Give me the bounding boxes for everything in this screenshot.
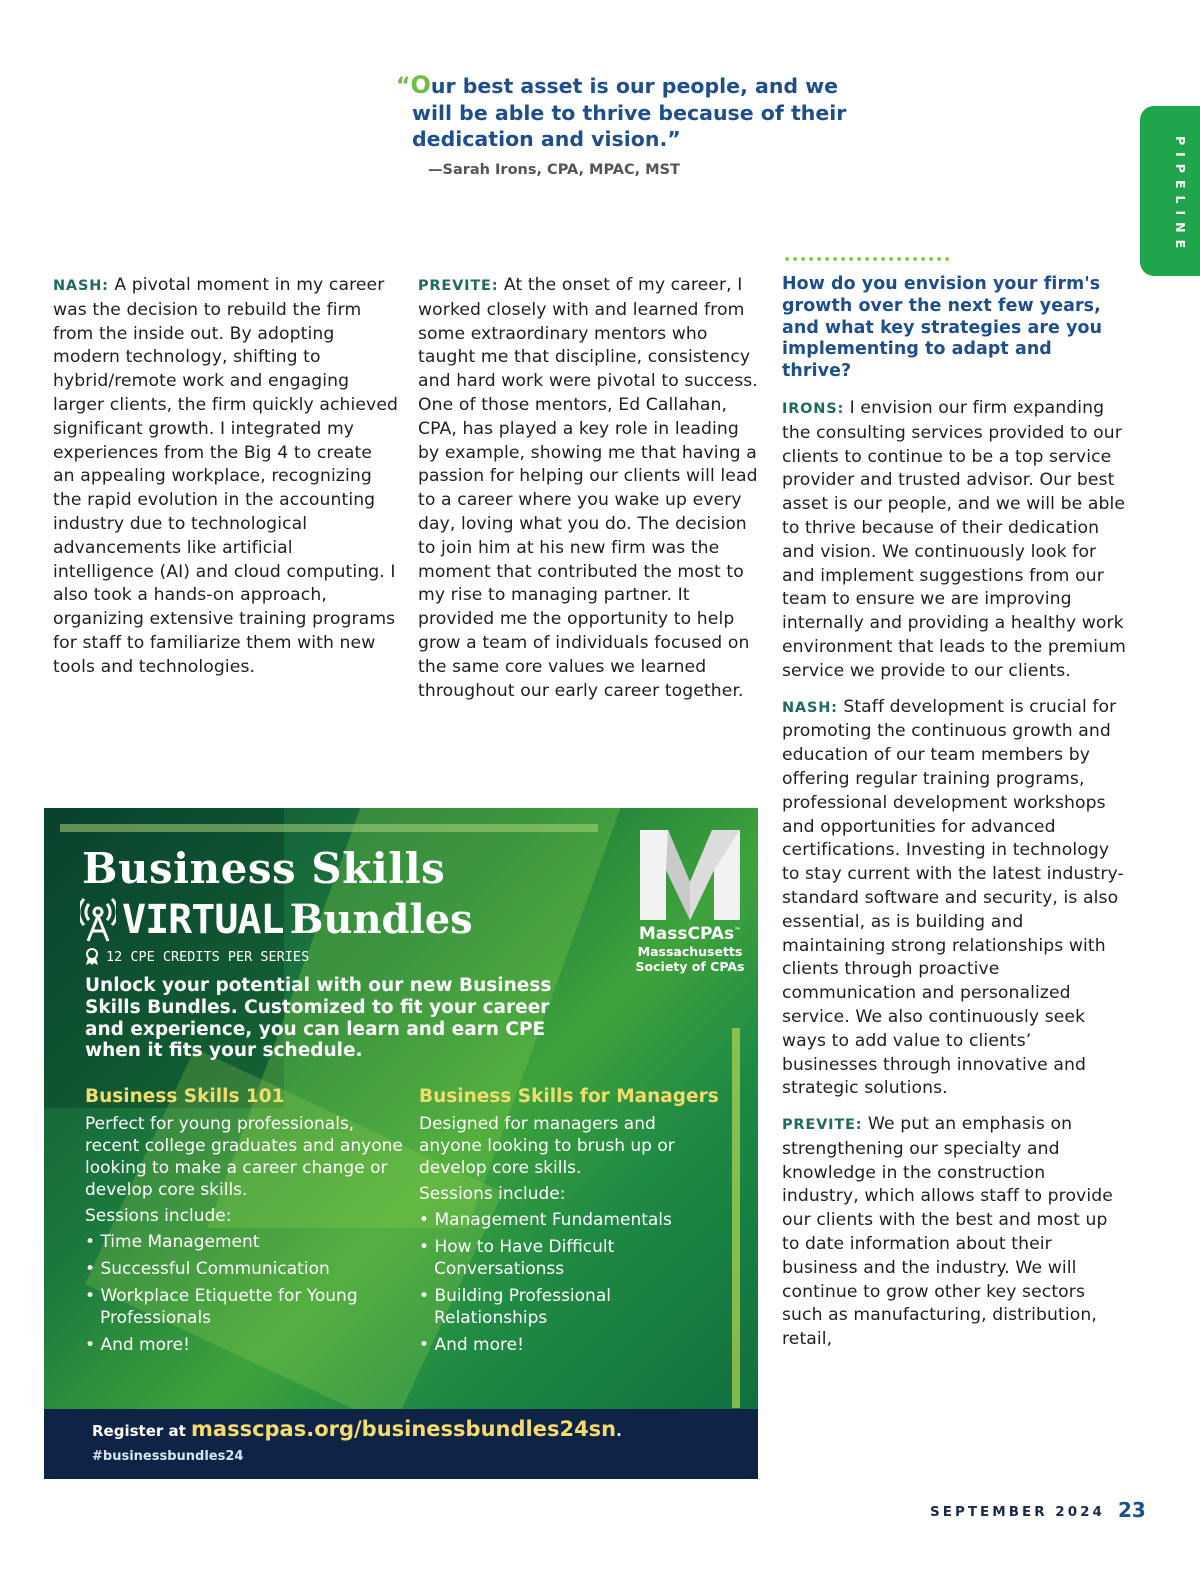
register-line <box>92 1417 622 1441</box>
answer-paragraph <box>418 274 763 703</box>
bundle-managers <box>419 1086 719 1361</box>
session-item: • Successful Communication <box>85 1259 330 1279</box>
bundle-101 <box>85 1086 405 1361</box>
session-item-text: Successful Communication <box>100 1259 330 1279</box>
issue-date: SEPTEMBER 2024 <box>930 1504 1105 1520</box>
session-item-text: And more! <box>434 1335 524 1355</box>
session-item-text: How to Have Difficult Conversationss <box>434 1237 615 1279</box>
sessions-list <box>85 1231 405 1356</box>
ad-credits <box>84 948 309 966</box>
award-ribbon-icon <box>84 948 100 966</box>
register-link[interactable]: masscpas.org/businessbundles24sn <box>191 1417 617 1441</box>
masscpas-logo-sub1: Massachusetts <box>637 944 743 959</box>
bundle-description: Designed for managers and anyone looking to brush up or develop core skills. <box>419 1114 675 1178</box>
ad-title-bundles: Bundles <box>289 896 473 943</box>
ad-accent-bar <box>60 824 598 832</box>
session-item-text: Workplace Etiquette for Young Professionals <box>100 1286 358 1328</box>
bundle-description: Perfect for young professionals, recent college graduates and anyone looking to make a career change or develop core skills. <box>85 1114 403 1200</box>
pull-quote <box>396 72 856 178</box>
session-item: • Time Management <box>85 1232 260 1252</box>
answer-text: I envision our firm expanding the consulting services provided to our clients to continue to be a top service provider and trusted advisor. Our best asset is our people, and we will be able to thrive because of their dedication and vision. We continuously look for and implement suggestions from our team to ensure we are improving internally and providing a healthy work environment that leads to the premium service we provide to our clients. <box>782 397 1126 681</box>
bundle-heading: Business Skills for Managers <box>419 1086 719 1107</box>
sessions-list <box>419 1209 719 1356</box>
speaker-label: PREVITE: <box>418 278 499 294</box>
sessions-label: Sessions include: <box>85 1206 232 1226</box>
answer-paragraph <box>782 397 1127 684</box>
speaker-label: NASH: <box>782 699 838 716</box>
answer-paragraph <box>782 1113 1127 1352</box>
article-column-3 <box>782 274 1127 1364</box>
interview-question: How do you envision your firm's growth over the next few years, and what key strategies are you implementing to adapt and thrive? <box>782 274 1103 382</box>
session-item-text: Time Management <box>100 1232 260 1252</box>
answer-paragraph <box>782 696 1127 1102</box>
section-tab <box>1140 106 1200 276</box>
answer-paragraph <box>53 274 398 680</box>
masscpas-logo-name <box>634 924 746 944</box>
logo-name-text: MassCPAs <box>638 924 735 944</box>
ad-accent-bar <box>732 1028 740 1408</box>
pull-quote-attribution: —Sarah Irons, CPA, MPAC, MST <box>428 162 680 178</box>
dotted-divider <box>783 256 949 262</box>
session-item: • Workplace Etiquette for Young Professionals <box>85 1286 358 1328</box>
session-item-text: And more! <box>100 1335 190 1355</box>
ad-credits-text: 12 CPE CREDITS PER SERIES <box>106 949 310 965</box>
broadcast-tower-icon <box>80 897 116 943</box>
session-item: • Building Professional Relationships <box>419 1286 611 1328</box>
page-number: 23 <box>1118 1498 1146 1522</box>
logo-tm: ™ <box>734 926 742 935</box>
answer-text: Staff development is crucial for promoting the continuous growth and education of our team members by offering regular training programs, professional development workshops and opportunities for advanced certifications. Investing in technology to stay current with the latest industry-standard software and security, is also essential, as is building and maintaining strong relationships with clients through proactive communication and personalized service. We also continuously seek ways to add value to clients’ businesses through innovative and strategic solutions. <box>782 696 1124 1099</box>
speaker-label: NASH: <box>53 278 109 294</box>
ad-intro: Unlock your potential with our new Business Skills Bundles. Customized to fit your career and experience, you can learn and earn CPE when it fits your schedule. <box>85 975 552 1062</box>
session-item-text: Building Professional Relationships <box>434 1286 611 1328</box>
answer-text: At the onset of my career, I worked closely with and learned from some extraordinary mentors who taught me that discipline, consistency and hard work were pivotal to success. One of those mentors, Ed Callahan, CPA, has played a key role in leading by example, showing me that having a passion for helping our clients will lead to a career where you wake up every day, loving what you do. The decision to join him at his new firm was the moment that contributed the most to my rise to managing partner. It provided me the opportunity to help grow a team of individuals focused on the same core values we learned throughout our early career together. <box>418 275 758 701</box>
sessions-label: Sessions include: <box>419 1184 566 1204</box>
masscpas-logo <box>634 830 746 974</box>
section-tab-label: PIPELINE <box>1173 136 1188 256</box>
pull-quote-text <box>396 72 856 152</box>
masscpas-logo-sub2: Society of CPAs <box>635 959 745 974</box>
speaker-label: IRONS: <box>782 400 845 417</box>
answer-text: We put an emphasis on strengthening our specialty and knowledge in the construction industry, which allows staff to provide our clients with the best and most up to date information about their business and the industry. We will continue to grow other key sectors such as manufacturing, distribution, retail, <box>782 1114 1113 1350</box>
ad-footer-bar <box>44 1409 758 1479</box>
masscpas-logo-mark <box>640 830 740 920</box>
pull-quote-open-mark: “ <box>396 74 411 99</box>
session-item: • Management Fundamentals <box>419 1210 672 1230</box>
bundle-heading: Business Skills 101 <box>85 1086 285 1107</box>
register-prefix: Register at <box>92 1422 192 1440</box>
pull-quote-first-letter: O <box>410 71 431 99</box>
business-skills-ad[interactable] <box>44 808 758 1479</box>
speaker-label: PREVITE: <box>782 1117 863 1134</box>
ad-title: Business Skills <box>82 844 446 893</box>
ad-title-virtual: VIRTUAL <box>122 896 284 943</box>
ad-hashtag: #businessbundles24 <box>92 1449 244 1464</box>
register-suffix: . <box>616 1422 622 1440</box>
session-item: • How to Have Difficult Conversationss <box>419 1237 615 1279</box>
article-column-1 <box>53 274 398 692</box>
session-item-text: Management Fundamentals <box>434 1210 672 1230</box>
ad-subtitle <box>80 896 473 943</box>
answer-text: A pivotal moment in my career was the decision to rebuild the firm from the inside out. By adopting modern technology, shifting to hybrid/remote work and engaging larger clients, the firm quickly achieved significant growth. I integrated my experiences from the Big 4 to create an appealing workplace, recognizing the rapid evolution in the accounting industry due to technological advancements like artificial intelligence (AI) and cloud computing. I also took a hands-on approach, organizing extensive training programs for staff to familiarize them with new tools and technologies. <box>53 275 399 677</box>
pull-quote-body: ur best asset is our people, and we will be able to thrive because of their dedication and vision.” <box>412 74 847 151</box>
session-item: • And more! <box>419 1335 524 1355</box>
session-item: • And more! <box>85 1335 190 1355</box>
article-column-2 <box>418 274 763 715</box>
